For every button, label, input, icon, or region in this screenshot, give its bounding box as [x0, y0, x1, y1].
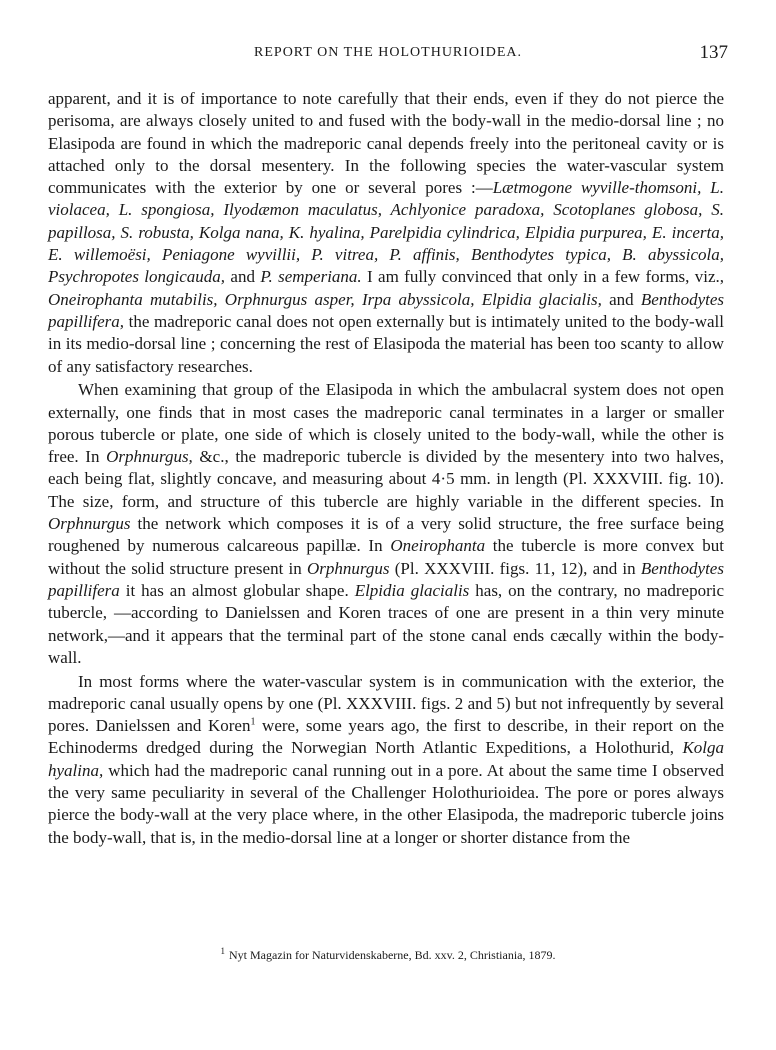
text-run: &c., the madreporic tubercle is divided by the mesentery into two halves, each being flat, slightly concave, and measuring about 4·5 mm. in length (Pl. XXXVIII. fig. 10). The size, form, and structure of this tubercle are highly variable in the different species. In	[48, 447, 724, 511]
text-run: I am fully convinced that only in a few forms, viz.,	[361, 267, 725, 287]
footnote-reference: 1	[250, 716, 256, 728]
species-name: P. semperiana.	[260, 267, 362, 287]
running-title: REPORT ON THE HOLOTHURIOIDEA.	[254, 45, 522, 60]
page-number: 137	[699, 42, 728, 63]
text-run: and	[225, 267, 261, 287]
text-run: When examining that group of the Elasipoda in which the ambulacral system does not open externally, one finds that in most cases the madreporic canal terminates in a larger or smaller porous tubercle or plate, one side of which is closely united to the body-wall, while the other is free. In	[48, 380, 724, 467]
species-name: Benthodytes papillifera,	[48, 289, 725, 331]
text-run: were, some years ago, the first to describe, in their report on the Echinoderms dredged during the Norwegian North Atlantic Expeditions, a Holothurid,	[48, 716, 724, 758]
species-name: Benthodytes papillifera	[48, 558, 724, 600]
species-name: Lætmogone wyville-thomsoni, L. violacea, L. spongiosa, Ilyodæmon maculatus, Achlyonice paradoxa, Scotoplanes globosa, S. papillosa, S. robusta, Kolga nana, K. hyalina, Parelpidia cylindrica, Elpidia purpurea, E. incerta, E. willemoësi, Peniagone wyvillii, P. vitrea, P. affinis, Benthodytes typica, B. abyssicola, Psychropotes longicauda,	[48, 178, 724, 287]
text-run: and	[601, 289, 641, 309]
page-header	[48, 42, 728, 66]
footnote-marker: 1	[220, 946, 225, 956]
text-run: which had the madreporic canal running out in a pore. At about the same time I observed the very same peculiarity in several of the Challenger Holothurioidea. The pore or pores always pierce the body-wall at the very place where, in the other Elasipoda, the madreporic tubercle joins the body-wall, that is, in the medio-dorsal line at a longer or shorter distance from the	[48, 760, 724, 847]
species-name: Orphnurgus	[48, 514, 131, 534]
text-run: apparent, and it is of importance to note carefully that their ends, even if they do not pierce the perisoma, are always closely united to and fused with the body-wall in the medio-dorsal line ; no Elasipoda are found in which the madreporic canal depends freely into the peritoneal cavity or is attached only to the dorsal mesentery. In the following species the water-vascular system communicates with the exterior by one or several pores :—	[48, 89, 724, 198]
text-run: it has an almost globular shape.	[119, 580, 355, 600]
species-name: Orphnurgus	[307, 558, 390, 578]
paragraph	[48, 379, 724, 669]
body-text	[48, 88, 724, 850]
text-run: has, on the contrary, no madreporic tubercle, —according to Danielssen and Koren traces of one are present in a thin very minute network,—and it appears that the terminal part of the stone canal ends cæcally within the body-wall.	[48, 580, 725, 667]
text-run: the network which composes it is of a very solid structure, the free surface being roughened by numerous calcareous papillæ. In	[48, 514, 724, 556]
species-name: Elpidia glacialis	[354, 580, 470, 600]
text-run: (Pl. XXXVIII. figs. 11, 12), and in	[389, 558, 641, 578]
species-name: Oneirophanta mutabilis, Orphnurgus asper, Irpa abyssicola, Elpidia glacialis,	[48, 289, 602, 309]
species-name: Oneirophanta	[390, 536, 486, 556]
footnote-text: Nyt Magazin for Naturvidenskaberne, Bd. xxv. 2, Christiania, 1879.	[229, 948, 556, 962]
species-name: Orphnurgus,	[106, 447, 193, 467]
text-run: In most forms where the water-vascular system is in communication with the exterior, the madreporic canal usually opens by one (Pl. XXXVIII. figs. 2 and 5) but not infrequently by several pores. Danielssen and Koren	[48, 671, 724, 736]
text-run: the tubercle is more convex but without the solid structure present in	[48, 536, 724, 578]
text-run: the madreporic canal does not open externally but is intimately united to the body-wall in its medio-dorsal line ; concerning the rest of Elasipoda the material has been too scanty to allow of any satisfactory researches.	[48, 311, 724, 376]
paragraph	[48, 671, 724, 849]
footnote	[48, 946, 728, 963]
species-name: Kolga hyalina,	[48, 738, 724, 780]
paragraph	[48, 88, 724, 378]
